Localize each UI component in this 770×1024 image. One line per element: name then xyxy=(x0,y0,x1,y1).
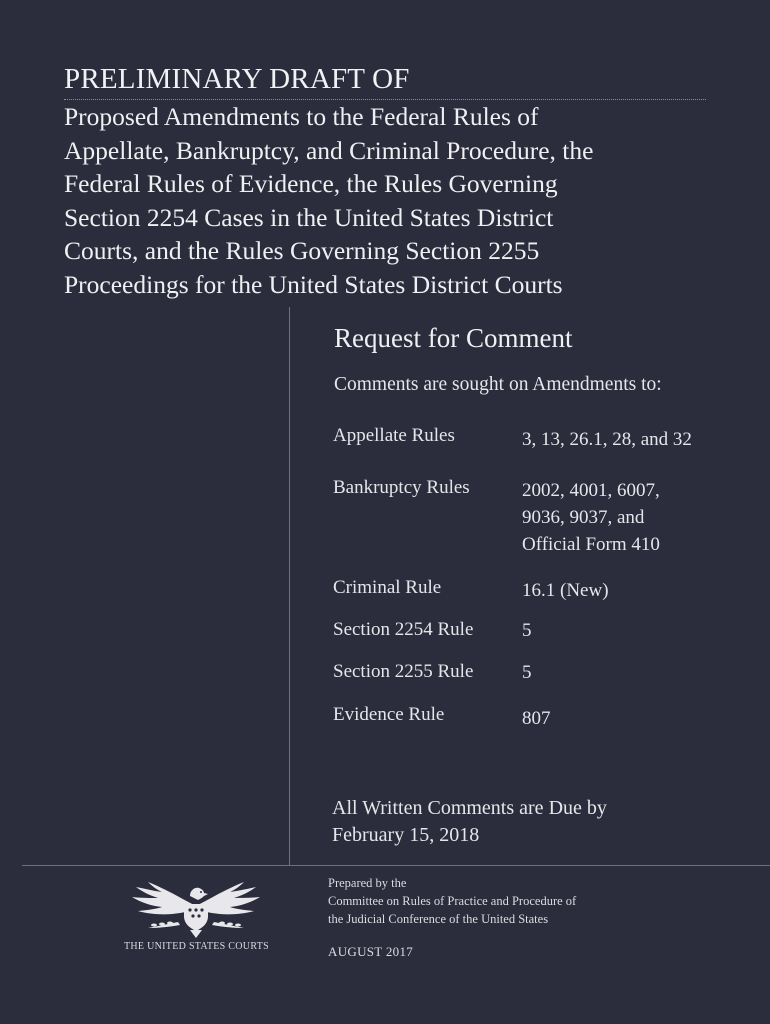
subtitle-line: Proposed Amendments to the Federal Rules of xyxy=(64,102,539,131)
rule-value-line: 2002, 4001, 6007, xyxy=(522,480,660,501)
publication-date: AUGUST 2017 xyxy=(328,944,414,959)
prepared-line: Prepared by the xyxy=(328,876,407,890)
prepared-line: the Judicial Conference of the United States xyxy=(328,912,549,926)
comments-due xyxy=(332,795,607,849)
rule-label-bankruptcy: Bankruptcy Rules xyxy=(333,477,470,498)
rule-value-bankruptcy xyxy=(522,477,660,558)
rule-label-appellate: Appellate Rules xyxy=(333,425,455,446)
request-for-comment-heading: Request for Comment xyxy=(334,323,573,353)
rule-value-line: 807 xyxy=(522,708,551,729)
document-subtitle xyxy=(64,100,724,301)
rule-value-line: 5 xyxy=(522,662,532,683)
subtitle-line: Section 2254 Cases in the United States District xyxy=(64,202,554,232)
rule-value-section-2254 xyxy=(522,617,532,644)
rule-value-line: 9036, 9037, and xyxy=(522,507,645,528)
due-date: February 15, 2018 xyxy=(332,824,480,846)
horizontal-divider xyxy=(22,865,770,866)
rule-value-criminal xyxy=(522,577,609,604)
eagle-seal-icon xyxy=(118,876,274,938)
subtitle-line: Proceedings for the United States District Courts xyxy=(64,269,563,299)
rule-value-line: 16.1 (New) xyxy=(522,580,609,601)
subtitle-line: Courts, and the Rules Governing Section 2255 xyxy=(64,236,540,265)
subtitle-line: Appellate, Bankruptcy, and Criminal Procedure, the xyxy=(64,135,594,165)
rule-label-criminal: Criminal Rule xyxy=(333,577,442,598)
subtitle-line: Federal Rules of Evidence, the Rules Governing xyxy=(64,169,558,198)
prepared-by xyxy=(328,874,576,928)
vertical-divider xyxy=(289,307,290,865)
seal-caption: THE UNITED STATES COURTS xyxy=(124,941,269,952)
prepared-line: Committee on Rules of Practice and Procedure of xyxy=(328,894,577,908)
rule-label-evidence: Evidence Rule xyxy=(333,704,445,725)
due-line: All Written Comments are Due by xyxy=(332,797,607,819)
rule-value-section-2255 xyxy=(522,659,532,686)
rule-label-section-2255: Section 2255 Rule xyxy=(333,661,474,682)
rule-value-evidence xyxy=(522,705,551,732)
document-title: PRELIMINARY DRAFT OF xyxy=(64,63,410,95)
rule-value-appellate xyxy=(522,426,692,453)
request-intro: Comments are sought on Amendments to: xyxy=(334,374,662,395)
rule-label-section-2254: Section 2254 Rule xyxy=(333,619,474,640)
rule-value-line: 3, 13, 26.1, 28, and 32 xyxy=(522,429,692,450)
rule-value-line: Official Form 410 xyxy=(522,534,660,555)
rule-value-line: 5 xyxy=(522,620,532,641)
